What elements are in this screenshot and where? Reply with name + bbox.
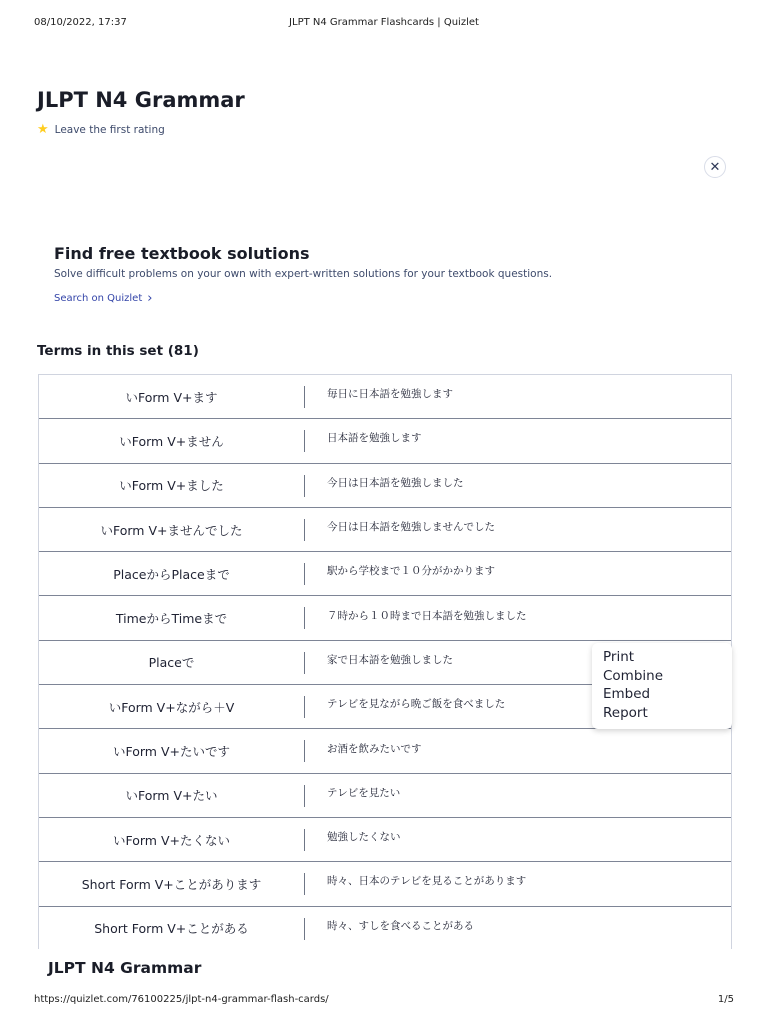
menu-item-combine[interactable]: Combine bbox=[603, 667, 664, 684]
definition-text: 勉強したくない bbox=[327, 831, 401, 844]
star-icon: ★ bbox=[37, 122, 49, 137]
term-text: いForm V+ません bbox=[119, 433, 224, 449]
term-text: いForm V+ました bbox=[119, 478, 224, 494]
set-title: JLPT N4 Grammar bbox=[37, 88, 245, 112]
definition-text: 時々、すしを食べることがある bbox=[327, 919, 474, 932]
print-header bbox=[34, 17, 734, 31]
term-divider bbox=[304, 829, 305, 851]
close-button[interactable] bbox=[704, 156, 726, 178]
chevron-right-icon: › bbox=[147, 291, 153, 306]
term-text: いForm V+たくない bbox=[113, 832, 230, 848]
definition-text: 時々、日本のテレビを見ることがあります bbox=[327, 875, 527, 888]
term-divider bbox=[304, 696, 305, 718]
definition-text: お酒を飲みたいです bbox=[327, 742, 422, 755]
term-row bbox=[39, 595, 731, 639]
definition-text: 日本語を勉強します bbox=[327, 432, 422, 445]
promo-description: Solve difficult problems on your own with expert-written solutions for your textbook questions. bbox=[54, 268, 553, 280]
term-row bbox=[39, 861, 731, 905]
term-divider bbox=[304, 475, 305, 497]
definition-text: ７時から１０時まで日本語を勉強しました bbox=[327, 609, 527, 622]
menu-item-embed[interactable]: Embed bbox=[603, 686, 651, 702]
term-row bbox=[39, 374, 731, 418]
term-text: Short Form V+ことがある bbox=[94, 921, 249, 937]
term-row bbox=[39, 418, 731, 462]
definition-text: 駅から学校まで１０分がかかります bbox=[327, 565, 495, 578]
context-menu bbox=[592, 643, 732, 729]
definition-text: テレビを見たい bbox=[327, 786, 401, 799]
search-on-quizlet-link[interactable] bbox=[54, 292, 152, 305]
term-row bbox=[39, 507, 731, 551]
definition-text: 今日は日本語を勉強しました bbox=[327, 476, 464, 489]
term-text: いForm V+ながら＋V bbox=[108, 699, 235, 715]
print-document-title: JLPT N4 Grammar Flashcards | Quizlet bbox=[289, 17, 479, 28]
term-row bbox=[39, 551, 731, 595]
term-text: いForm V+ます bbox=[125, 389, 218, 405]
definition-text: 今日は日本語を勉強しませんでした bbox=[327, 521, 495, 534]
rating-link[interactable] bbox=[37, 123, 165, 136]
definition-text: 家で日本語を勉強しました bbox=[327, 653, 453, 666]
term-divider bbox=[304, 563, 305, 585]
close-icon: ✕ bbox=[709, 159, 721, 175]
term-divider bbox=[304, 519, 305, 541]
term-text: PlaceからPlaceまで bbox=[113, 566, 230, 582]
term-text: いForm V+たいです bbox=[113, 744, 230, 760]
term-divider bbox=[304, 386, 305, 408]
term-row bbox=[39, 463, 731, 507]
term-divider bbox=[304, 430, 305, 452]
definition-text: 毎日に日本語を勉強します bbox=[327, 388, 453, 401]
menu-item-print[interactable]: Print bbox=[603, 649, 635, 665]
menu-item-report[interactable]: Report bbox=[603, 704, 648, 721]
definition-text: テレビを見ながら晩ご飯を食べました bbox=[327, 698, 506, 711]
term-row bbox=[39, 773, 731, 817]
footer-set-title: JLPT N4 Grammar bbox=[48, 959, 202, 977]
term-text: TimeからTimeまで bbox=[115, 611, 228, 627]
term-divider bbox=[304, 607, 305, 629]
print-page-number: 1/5 bbox=[717, 994, 734, 1005]
term-divider bbox=[304, 918, 305, 940]
term-row bbox=[39, 906, 731, 949]
term-divider bbox=[304, 652, 305, 674]
promo-link-label: Search on Quizlet bbox=[54, 293, 143, 304]
term-row bbox=[39, 817, 731, 861]
promo-title: Find free textbook solutions bbox=[54, 244, 310, 263]
term-divider bbox=[304, 873, 305, 895]
term-text: Short Form V+ことがあります bbox=[81, 876, 262, 892]
rating-label: Leave the first rating bbox=[54, 123, 165, 136]
print-footer bbox=[34, 994, 734, 1008]
term-divider bbox=[304, 785, 305, 807]
print-url: https://quizlet.com/76100225/jlpt-n4-grammar-flash-cards/ bbox=[34, 994, 329, 1005]
term-divider bbox=[304, 740, 305, 762]
term-text: いForm V+たい bbox=[125, 788, 218, 804]
print-datetime: 08/10/2022, 17:37 bbox=[34, 17, 127, 28]
terms-heading: Terms in this set (81) bbox=[37, 343, 199, 359]
term-row bbox=[39, 728, 731, 772]
term-text: いForm V+ませんでした bbox=[100, 522, 243, 538]
term-text: Placeで bbox=[148, 655, 195, 671]
